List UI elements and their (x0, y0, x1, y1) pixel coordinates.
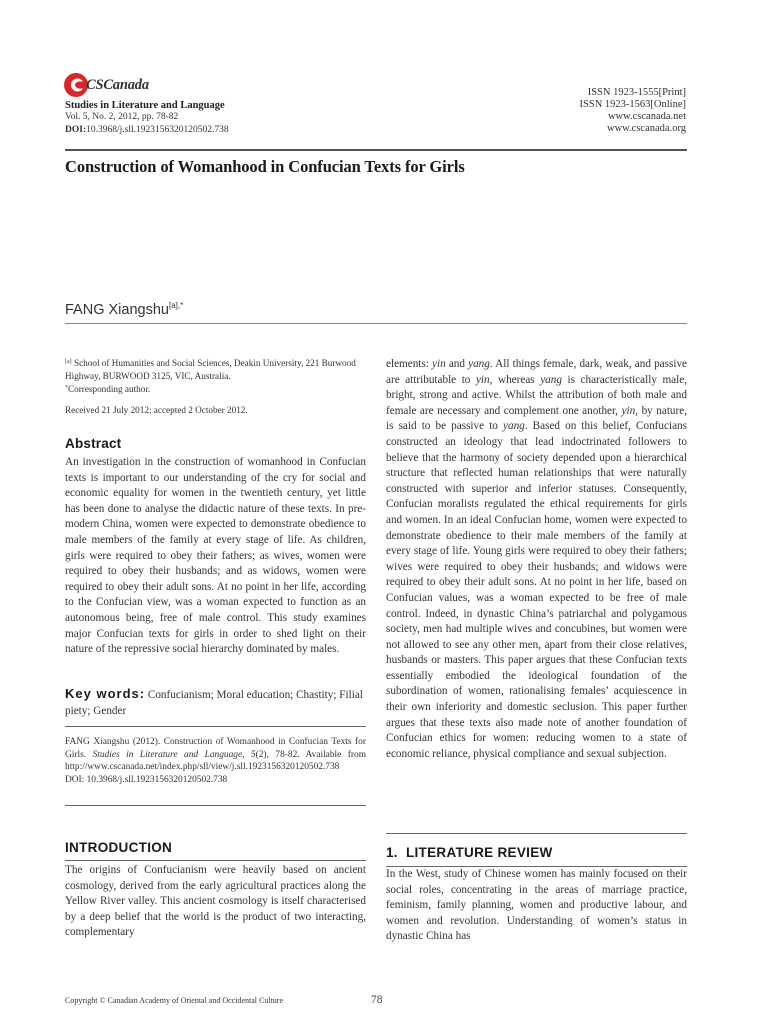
journal-url-1[interactable]: www.cscanada.net (607, 111, 686, 122)
citation-journal: Studies in Literature and Language, 5 (92, 749, 256, 760)
affiliation-text: School of Humanities and Social Sciences, Deakin University, 221 Burwood Highway, BURWOOD 3125, VIC, Australia. (65, 358, 356, 381)
affiliation (65, 356, 365, 396)
literature-review-heading: 1. LITERATURE REVIEW (386, 845, 553, 860)
author-name (65, 301, 183, 318)
introduction-rule (65, 860, 366, 861)
doi-value: 10.3968/j.sll.1923156320120502.738 (86, 125, 229, 135)
keywords (65, 686, 366, 719)
body-text-column-2 (386, 357, 687, 762)
body-text: , whereas (489, 373, 541, 386)
abstract-heading: Abstract (65, 436, 122, 451)
doi-line (65, 124, 229, 136)
author-superscript: [a],* (168, 301, 184, 310)
citation-block (65, 736, 366, 786)
term-yang: yang (468, 358, 490, 370)
body-text: . All things female, dark, weak, and passive are attributable to (386, 358, 687, 386)
journal-name: Studies in Literature and Language (65, 100, 225, 111)
introduction-text: The origins of Confucianism were heavily based on ancient cosmology, derived from the early agricultural practices along the Yellow River valley. This ancient cosmology is itself characterised by a deep belief that the world is the product of two interacting, complementary (65, 864, 366, 939)
page-number: 78 (371, 994, 383, 1006)
header-rule (65, 149, 687, 151)
corresponding-author: Corresponding author. (68, 384, 151, 394)
author-rule (65, 323, 687, 324)
citation-link[interactable]: (2), 78-82. Available from http://www.cscanada.net/index.php/sll/view/j.sll.1923156320120502.738 (65, 749, 367, 772)
abstract-text: An investigation in the construction of womanhood in Confucian texts is important to our understanding of the cry for social and economic equality for women in the twentieth century, yet little has been done to analyse the didactic nature of these texts. In pre-modern China, women were expected to demonstrate obedience to male members of the family at every stage of life. As children, girls were required to obey their fathers; as wives, women were required to obey their husbands; and as widows, women were required to obey their adult sons. At no point in her life, according to the Confucian view, was a woman expected to function as an autonomous being, free of male control. This study examines major Confucian texts for girls in order to shed light on their nature of the repressive social hierarchy dominated by males. (65, 456, 366, 656)
copyright-footer: Copyright © Canadian Academy of Oriental and Occidental Culture (65, 996, 284, 1005)
journal-url-2[interactable]: www.cscanada.org (606, 123, 686, 134)
article-title: Construction of Womanhood in Confucian Texts for Girls (65, 157, 465, 176)
citation-rule-bottom (65, 805, 366, 806)
corresponding-mark: * (65, 385, 68, 391)
literature-review-text: In the West, study of Chinese women has mainly focused on their social roles, concentrating in the areas of marriage practice, feminism, family planning, women and productive labour, and women and revolution. Understanding of women’s status in dynastic China has (386, 868, 687, 943)
body-text: , by nature, is said to be passive to (386, 404, 688, 433)
term-yin: yin (621, 404, 636, 417)
keywords-text: Confucianism; Moral education; Chastity; Filial piety; Gender (65, 689, 363, 717)
term-yang: yang (540, 373, 562, 386)
citation-doi: DOI: 10.3968/j.sll.1923156320120502.738 (65, 774, 228, 785)
keywords-label: Key words: (65, 686, 146, 701)
body-text: . Based on this belief, Confucians constructed an ideology that lead indoctrinated followers to believe that the harmony of society depended upon a hierarchical structure that reflected human relationships that were naturally constructed with superior and inferior statuses. Consequently, Confucian moralists regulated the ethical requirements for girls and women. In an ideal Confucian home, women were expected to demonstrate obedience to their male members of the family at every stage of life. Young girls were required to obey their fathers; wives were required to obey their husbands; and widows were required to obey their adult sons. At no point in her life, based on Confucian values, was a woman expected to be free of male control. Indeed, in dynastic China’s patriarchal and polygamous society, men had multiple wives and concubines, but women were not allowed to see any other men, apart from their close relatives, husbands or masters. This paper argues that these Confucian texts essentially embodied the ideological foundation of the subordination of women, rationalising females’ acquiescence in their own inferiority and domestic seclusion. This paper further argues that these texts also made note of another foundation of Confucian ethics for women: reducing women to a state of economic reliance, physical compliance and sexual subjection. (386, 420, 687, 760)
received-dates: Received 21 July 2012; accepted 2 October 2012. (65, 405, 248, 415)
term-yin: yin (475, 373, 490, 386)
brand-name: CSCanada (86, 77, 149, 93)
column-2-rule (386, 833, 687, 834)
term-yang: yang (503, 420, 525, 433)
affiliation-mark: [a] (65, 359, 72, 365)
doi-label: DOI: (65, 125, 87, 135)
body-text: and (445, 358, 469, 370)
citation-rule-top (65, 726, 366, 727)
body-text: is characteristically male, bright, strong and active. Whilst the attribution of both male and female are necessary and complement one another, (386, 373, 688, 417)
citation-text: FANG Xiangshu (2012). Construction of Womanhood in Confucian Texts for Girls. (65, 737, 366, 760)
author-name-text: FANG Xiangshu (65, 302, 169, 318)
issn-online: ISSN 1923-1563[Online] (579, 99, 686, 110)
body-text: elements: (386, 358, 433, 370)
introduction-heading: INTRODUCTION (65, 840, 173, 855)
term-yin: yin (432, 358, 446, 370)
volume-info: Vol. 5, No. 2, 2012, pp. 78-82 (65, 112, 179, 122)
issn-print: ISSN 1923-1555[Print] (587, 87, 686, 98)
